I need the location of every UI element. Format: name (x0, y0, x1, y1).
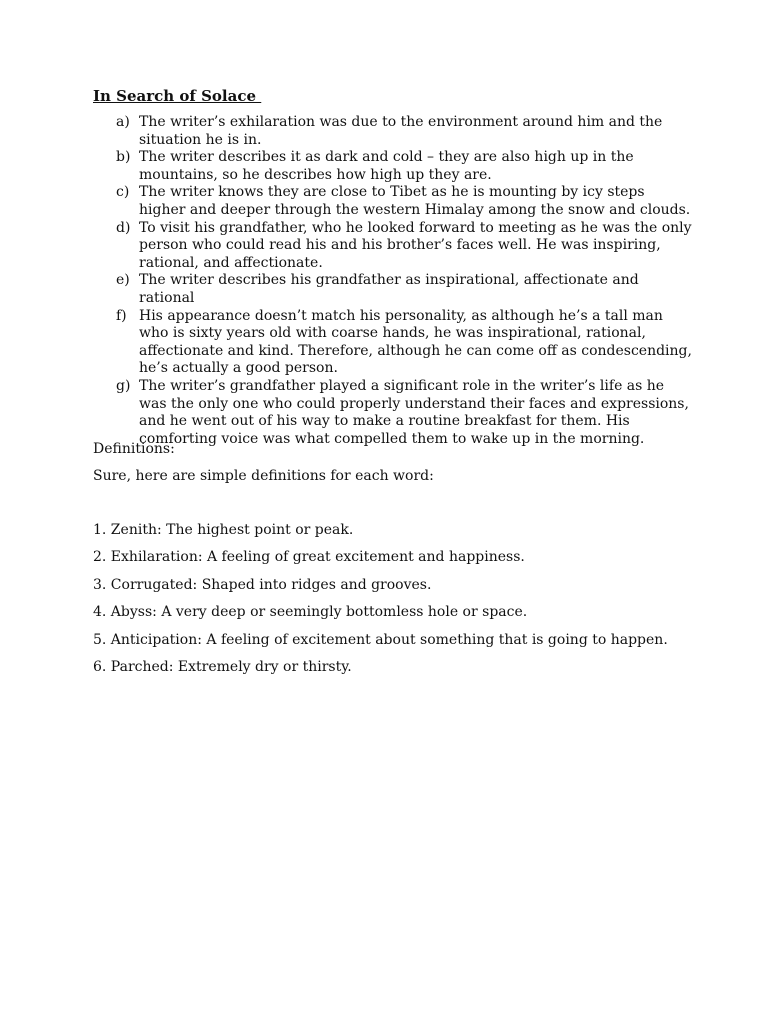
definitions-heading: Definitions: (93, 441, 175, 457)
answer-item (93, 184, 693, 219)
answer-marker: b) (116, 149, 131, 166)
definition-item: 4. Abyss: A very deep or seemingly bottomless hole or space. (93, 604, 528, 621)
definitions-intro: Sure, here are simple definitions for each word: (93, 468, 434, 484)
answer-marker: a) (116, 114, 130, 130)
answer-marker: d) (116, 219, 131, 236)
definition-item: 6. Parched: Extremely dry or thirsty. (93, 658, 352, 675)
answer-item (93, 114, 693, 149)
answer-marker: f) (116, 307, 127, 324)
answer-text: The writer describes it as dark and cold – they are also high up in the mountains, so he describes how high up they are. (139, 149, 634, 183)
definition-item: 2. Exhilaration: A feeling of great excitement and happiness. (93, 549, 525, 566)
answer-text: The writer’s exhilaration was due to the environment around him and the situation he is in. (139, 114, 663, 148)
definition-item: 3. Corrugated: Shaped into ridges and grooves. (93, 576, 432, 593)
answer-item (93, 220, 693, 273)
answer-marker: e) (116, 272, 130, 289)
definition-item: 1. Zenith: The highest point or peak. (93, 522, 354, 538)
answer-text: The writer knows they are close to Tibet as he is mounting by icy steps higher and deeper through the western Himalay among the snow and clouds. (139, 184, 691, 218)
answer-item (93, 149, 693, 184)
answer-item (93, 272, 693, 307)
answer-marker: g) (116, 377, 131, 394)
answer-text: To visit his grandfather, who he looked forward to meeting as he was the only person who could read his and his brother’s faces well. He was inspiring, rational, and affectionate. (139, 219, 692, 271)
answer-marker: c) (116, 184, 130, 201)
answer-text: The writer’s grandfather played a significant role in the writer’s life as he was the only one who could properly understand their faces and expressions, and he went out of his way to make a routine breakfast for them. His comforting voice was what compelled them to wake up in the morning. (139, 377, 689, 447)
answer-text: The writer describes his grandfather as inspirational, affectionate and rational (139, 272, 639, 306)
definitions-list (93, 521, 668, 685)
answer-text: His appearance doesn’t match his personality, as although he’s a tall man who is sixty years old with coarse hands, he was inspirational, rational, affectionate and kind. Therefore, although he can come off as condescending, he’s actually a good person. (139, 307, 692, 377)
answer-list (93, 114, 693, 448)
definition-item: 5. Anticipation: A feeling of excitement about something that is going to happen. (93, 631, 668, 648)
document-title: In Search of Solace (93, 87, 262, 105)
answer-item (93, 378, 693, 448)
answer-item (93, 308, 693, 378)
